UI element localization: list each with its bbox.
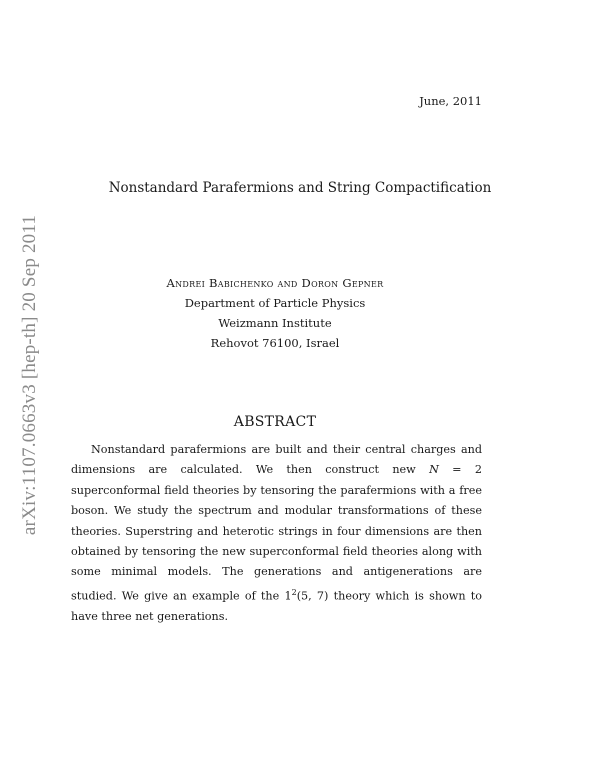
abstract-part-2: = 2 superconformal field theories by tensoring the parafermions with a free boson. We study the spectrum and modular transformations of these theories. Superstring and heterotic strings in four dimensions are then obtained by tensoring the new superconformal field theories along with some minimal models. The generations and antigenerations are studied. We give an example of the: [71, 463, 483, 603]
affiliation-address: Rehovot 76100, Israel: [210, 336, 340, 350]
abstract-text: [71, 440, 482, 627]
affiliation-department: Department of Particle Physics: [184, 296, 366, 310]
abstract-heading: ABSTRACT: [233, 414, 317, 430]
affiliation-institute: Weizmann Institute: [218, 316, 332, 330]
model-base: 1: [284, 589, 292, 603]
authors: Andrei Babichenko and Doron Gepner: [166, 276, 384, 290]
abstract-part-3: theory which is shown to have three net generations.: [71, 589, 482, 623]
model-args: (5, 7): [296, 589, 329, 603]
abstract-part-1: Nonstandard parafermions are built and their central charges and dimensions are calculated. We then construct new: [71, 443, 482, 477]
math-n: N: [429, 463, 439, 477]
arxiv-identifier: arXiv:1107.0663v3 [hep-th] 20 Sep 2011: [19, 214, 40, 536]
date: June, 2011: [419, 94, 482, 108]
model-superscript: 2: [291, 587, 297, 597]
paper-title: Nonstandard Parafermions and String Compactification: [108, 180, 492, 196]
